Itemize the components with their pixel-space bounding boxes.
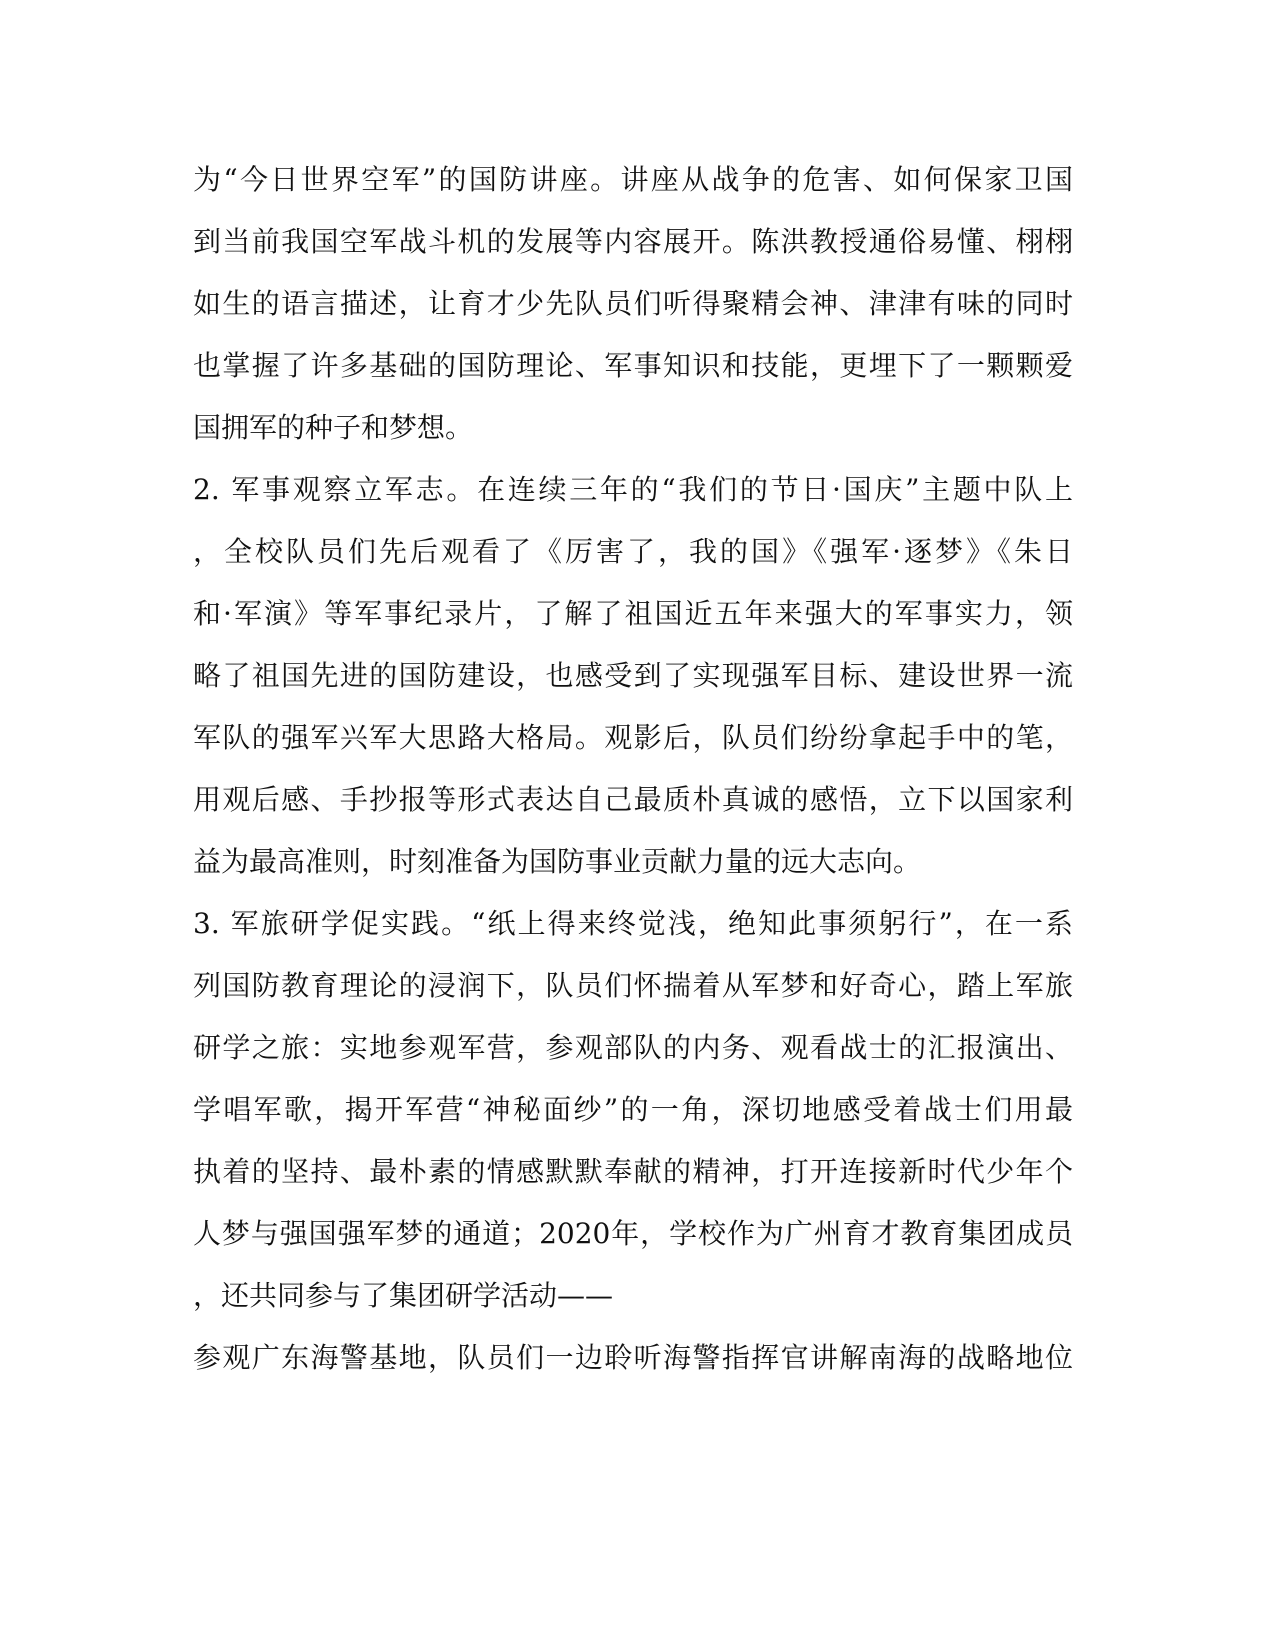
text-line: 国拥军的种子和梦想。 (193, 411, 474, 444)
text-line: 用观后感、手抄报等形式表达自己最质朴真诚的感悟，立下以国家利 (193, 783, 1073, 816)
text-line: ，还共同参与了集团研学活动—— (193, 1279, 614, 1312)
text-line: 到当前我国空军战斗机的发展等内容展开。陈洪教授通俗易懂、栩栩 (193, 225, 1073, 258)
text-line: 2. 军事观察立军志。在连续三年的“我们的节日·国庆”主题中队上 (193, 473, 1073, 506)
text-line: 和·军演》等军事纪录片，了解了祖国近五年来强大的军事实力，领 (193, 597, 1073, 630)
text-line: 人梦与强国强军梦的通道；2020年，学校作为广州育才教育集团成员 (193, 1217, 1073, 1250)
text-line: 如生的语言描述，让育才少先队员们听得聚精会神、津津有味的同时 (193, 287, 1073, 320)
text-line: 参观广东海警基地，队员们一边聆听海警指挥官讲解南海的战略地位 (193, 1341, 1073, 1374)
text-line: 列国防教育理论的浸润下，队员们怀揣着从军梦和好奇心，踏上军旅 (193, 969, 1073, 1002)
text-line: 益为最高准则，时刻准备为国防事业贡献力量的远大志向。 (193, 845, 922, 878)
text-line: 执着的坚持、最朴素的情感默默奉献的精神，打开连接新时代少年个 (193, 1155, 1073, 1188)
text-line: 3. 军旅研学促实践。“纸上得来终觉浅，绝知此事须躬行”，在一系 (193, 907, 1073, 940)
text-line: 也掌握了许多基础的国防理论、军事知识和技能，更埋下了一颗颗爱 (193, 349, 1073, 382)
text-line: 军队的强军兴军大思路大格局。观影后，队员们纷纷拿起手中的笔， (193, 721, 1073, 754)
text-line: ，全校队员们先后观看了《厉害了，我的国》《强军·逐梦》《朱日 (193, 535, 1073, 568)
text-line: 为“今日世界空军”的国防讲座。讲座从战争的危害、如何保家卫国 (193, 163, 1073, 196)
text-line: 略了祖国先进的国防建设，也感受到了实现强军目标、建设世界一流 (193, 659, 1073, 692)
text-line: 研学之旅：实地参观军营，参观部队的内务、观看战士的汇报演出、 (193, 1031, 1073, 1064)
text-line: 学唱军歌，揭开军营“神秘面纱”的一角，深切地感受着战士们用最 (193, 1093, 1073, 1126)
